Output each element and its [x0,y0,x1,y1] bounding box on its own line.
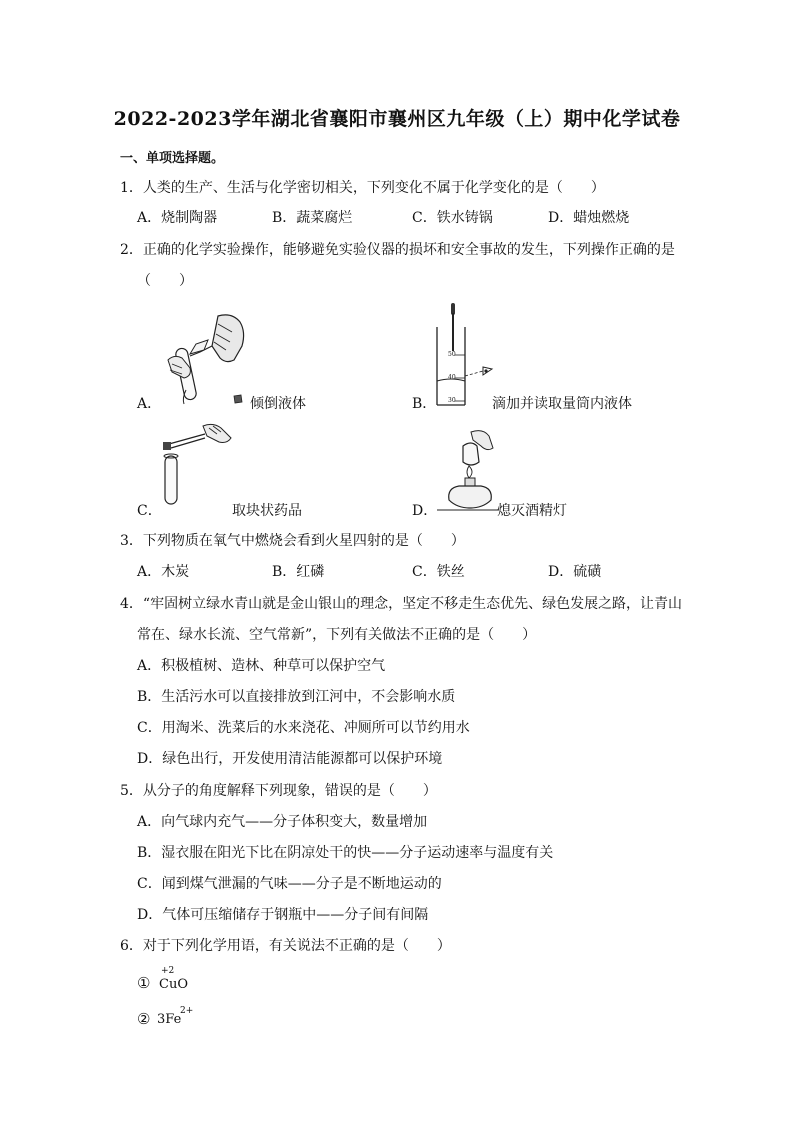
page-title: 2022-2023学年湖北省襄阳市襄州区九年级（上）期中化学试卷 [113,108,681,130]
question-1-stem: 1．人类的生产、生活与化学密切相关，下列变化不属于化学变化的是（ ） [120,180,605,196]
question-3-option-d: D．硫磺 [548,564,602,580]
question-5-option-d: D．气体可压缩储存于钢瓶中——分子间有间隔 [137,907,429,923]
question-4-stem: 4．“牢固树立绿水青山就是金山银山的理念，坚定不移走生态优先、绿色发展之路，让青山 [120,596,683,612]
cylinder-mark-50: 50 [448,351,456,358]
question-4-option-d: D．绿色出行，开发使用清洁能源都可以保护环境 [137,751,443,767]
item-1-valence: +2 [161,966,175,976]
item-2-formula: 3Fe [157,1012,182,1027]
question-4-option-a: A．积极植树、造林、种草可以保护空气 [137,658,386,674]
question-5-option-a: A．向气球内充气——分子体积变大，数量增加 [137,814,428,830]
question-3-option-b: B．红磷 [272,564,325,580]
cylinder-mark-30: 30 [448,397,456,404]
question-2-stem-cont: （ ） [137,273,193,289]
question-5-option-b: B．湿衣服在阳光下比在阴凉处干的快——分子运动速率与温度有关 [137,845,554,861]
question-1-option-b: B．蔬菜腐烂 [272,210,353,226]
question-3-stem: 3．下列物质在氧气中燃烧会看到火星四射的是（ ） [120,533,465,549]
question-5-option-c: C．闻到煤气泄漏的气味——分子是不断地运动的 [137,876,442,892]
pouring-liquid-figure [160,310,250,406]
question-4-option-b: B．生活污水可以直接排放到江河中，不会影响水质 [137,689,456,705]
item-2-number: ② [137,1010,151,1028]
question-2-option-b-letter: B． [412,396,437,412]
question-2-stem: 2．正确的化学实验操作，能够避免实验仪器的损坏和安全事故的发生，下列操作正确的是 [120,242,675,258]
question-1-option-a: A．烧制陶器 [137,210,218,226]
cylinder-mark-40: 40 [448,374,456,381]
question-5-stem: 5．从分子的角度解释下列现象，错误的是（ ） [120,783,437,799]
graduated-cylinder-figure [435,303,495,407]
item-1-number: ① [137,974,151,992]
question-2-option-b-caption: 滴加并读取量筒内液体 [492,396,632,412]
question-2-option-a-letter: A． [137,396,162,412]
question-2-option-c-letter: C． [137,503,162,519]
question-3-option-a: A．木炭 [137,564,190,580]
alcohol-lamp-figure [437,428,499,512]
item-2-charge: 2+ [180,1006,194,1016]
question-4-option-c: C．用淘米、洗菜后的水来浇花、冲厕所可以节约用水 [137,720,470,736]
question-2-option-d-caption: 熄灭酒精灯 [497,503,567,519]
question-4-stem-cont: 常在、绿水长流、空气常新”，下列有关做法不正确的是（ ） [137,627,537,643]
question-3-option-c: C．铁丝 [412,564,465,580]
question-2-option-a-caption: 倾倒液体 [250,396,306,412]
stopper-icon [233,394,243,404]
question-2-option-c-caption: 取块状药品 [232,503,302,519]
tweezers-test-tube-figure [155,420,235,506]
question-1-option-c: C．铁水铸锅 [412,210,493,226]
item-1-formula: CuO [159,977,188,992]
question-2-option-d-letter: D． [412,503,438,519]
question-1-option-d: D．蜡烛燃烧 [548,210,630,226]
question-6-stem: 6．对于下列化学用语，有关说法不正确的是（ ） [120,938,451,954]
section-heading: 一、单项选择题。 [120,151,225,166]
